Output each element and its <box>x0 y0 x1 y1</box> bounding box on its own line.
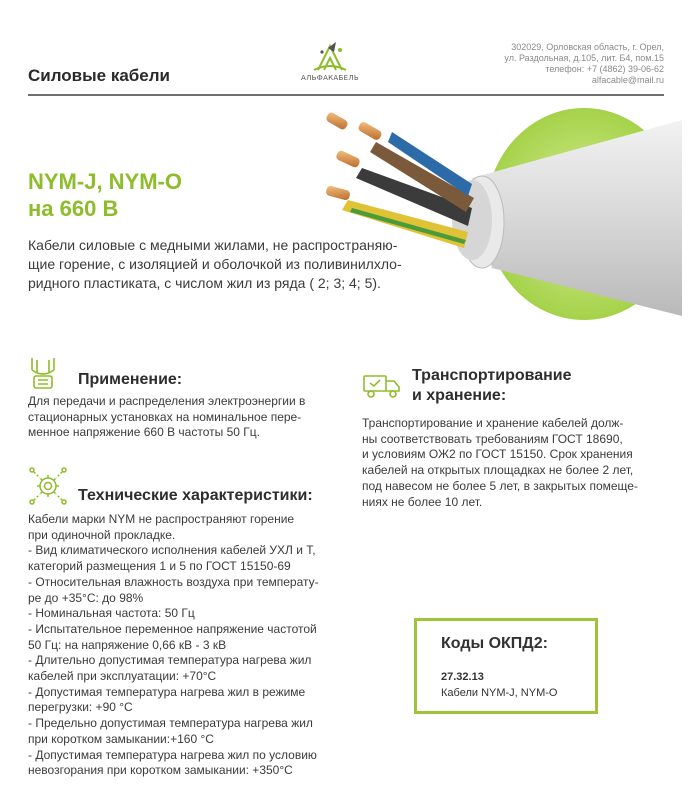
application-title: Применение: <box>78 371 183 388</box>
text-line: кабелей на открытых площадках не более 2 лет, <box>362 463 634 478</box>
text-line: стационарных установках на номинальное пере- <box>28 409 302 424</box>
product-description <box>28 236 458 293</box>
text-line: - Испытательное переменное напряжение частотой <box>28 621 317 636</box>
text-line: Транспортирование и хранение кабелей долж- <box>362 416 624 430</box>
contact-phone: телефон: +7 (4862) 39-06-62 <box>545 64 664 74</box>
text-line: менное напряжение 660 В частоты 50 Гц. <box>28 425 260 440</box>
description-line: щие горение, с изоляцией и оболочкой из поливинилхло- <box>28 256 402 272</box>
text-line: при одиночной прокладке. <box>28 527 176 542</box>
product-title-line-1: NYM-J, NYM-O <box>28 169 182 194</box>
description-line: Кабели силовые с медными жилами, не распространяю- <box>28 237 398 253</box>
text-line: категорий размещения 1 и 5 по ГОСТ 15150-69 <box>28 559 291 574</box>
transport-title <box>412 366 572 406</box>
text-line: при коротком замыкании:+160 °С <box>28 731 214 746</box>
text-line: - Номинальная частота: 50 Гц <box>28 606 195 621</box>
text-line: - Вид климатического исполнения кабелей УХЛ и Т, <box>28 543 316 558</box>
description-line: ридного пластиката, с числом жил из ряда ( 2; 3; 4; 5). <box>28 275 381 291</box>
gear-network-icon <box>28 466 68 506</box>
text-line: ре до +35°С: до 98% <box>28 590 144 605</box>
text-line: и условиям ОЖ2 по ГОСТ 15150. Срок хранения <box>362 447 633 462</box>
text-line: перегрузки: +90 °С <box>28 700 133 715</box>
page-title: Силовые кабели <box>28 66 171 85</box>
text-line: кабелей при эксплуатации: +70°С <box>28 669 217 684</box>
codes-number: 27.32.13 <box>441 671 484 683</box>
text-line: Кабели марки NYM не распространяют горение <box>28 512 295 526</box>
text-line: невозгорания при коротком замыкании: +350°С <box>28 763 293 778</box>
delivery-truck-icon <box>362 372 402 400</box>
text-line: - Предельно допустимая температура нагрева жил <box>28 716 313 731</box>
product-title-line-2: на 660 В <box>28 196 119 221</box>
contact-address-1: 302029, Орловская область, г. Орел, <box>511 42 664 52</box>
okpd2-codes-box <box>414 618 598 714</box>
application-text <box>28 394 358 441</box>
specs-text <box>28 512 368 779</box>
text-line: ниях не более 10 лет. <box>362 494 483 509</box>
transport-title-line-2: и хранение: <box>412 387 507 404</box>
cable-clamp-icon <box>28 356 58 390</box>
contact-email[interactable]: alfacable@mail.ru <box>591 75 664 85</box>
text-line: под навесом не более 5 лет, в закрытых помеще- <box>362 478 638 493</box>
text-line: 50 Гц: на напряжение 0,66 кВ - 3 кВ <box>28 637 227 652</box>
logo-wordmark: АЛЬФАКАБЕЛЬ <box>300 74 360 82</box>
company-contacts <box>504 42 664 86</box>
codes-product-name: Кабели NYM-J, NYM-O <box>441 687 558 699</box>
text-line: - Длительно допустимая температура нагрева жил <box>28 653 312 668</box>
text-line: - Допустимая температура нагрева жил в режиме <box>28 684 306 699</box>
codes-title: Коды ОКПД2: <box>441 635 548 652</box>
text-line: - Относительная влажность воздуха при температу- <box>28 574 319 589</box>
transport-title-line-1: Транспортирование <box>412 367 572 384</box>
text-line: ны соответствовать требованиям ГОСТ 18690, <box>362 431 623 446</box>
transport-text <box>362 416 672 510</box>
contact-address-2: ул. Раздольная, д.105, лит. Б4, пом.15 <box>504 53 664 63</box>
specs-title: Технические характеристики: <box>78 487 313 504</box>
text-line: - Допустимая температура нагрева жил по условию <box>28 747 317 762</box>
header-divider <box>28 94 664 96</box>
text-line: Для передачи и распределения электроэнергии в <box>28 394 306 408</box>
product-title <box>28 168 182 222</box>
